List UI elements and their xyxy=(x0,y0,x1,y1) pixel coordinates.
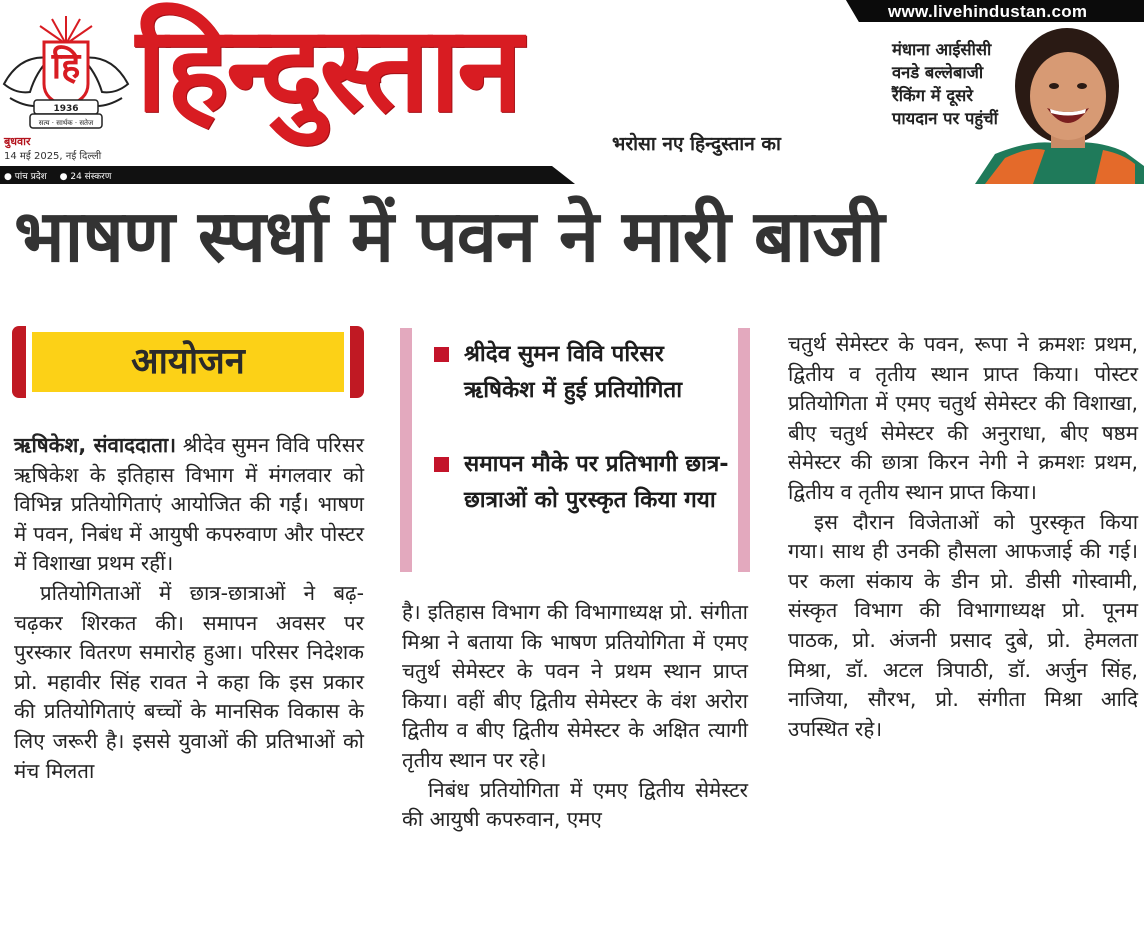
article-paragraph xyxy=(14,431,364,579)
svg-text:हि: हि xyxy=(51,46,81,87)
emblem-motto: सत्य · सार्थक · सतेज xyxy=(38,119,94,127)
section-label xyxy=(12,326,364,398)
website-link[interactable]: www.livehindustan.com xyxy=(888,2,1088,21)
highlights-box xyxy=(400,328,750,572)
bullet-square-icon xyxy=(434,347,449,362)
emblem-logo xyxy=(0,14,132,132)
edition-item: ● पांच प्रदेश xyxy=(4,172,47,182)
masthead xyxy=(0,0,1144,186)
promo-line: पायदान पर पहुंचीं xyxy=(892,109,998,128)
edition-item: ● 24 संस्करण xyxy=(59,172,112,182)
article-column-1 xyxy=(14,431,364,786)
highlight-item xyxy=(434,446,734,518)
article-headline: भाषण स्पर्धा में पवन ने मारी बाजी xyxy=(14,194,884,278)
dateline: ऋषिकेश, संवाददाता। xyxy=(14,433,176,457)
paper-name: हिन्दुस्तान xyxy=(136,0,520,138)
issue-day: बुधवार xyxy=(4,135,31,148)
article-paragraph: निबंध प्रतियोगिता में एमए द्वितीय सेमेस्टर की आयुषी कपरुवान, एमए xyxy=(402,777,748,832)
promo-line: वनडे बल्लेबाजी xyxy=(892,63,984,82)
article-paragraph: इस दौरान विजेताओं को पुरस्कृत किया गया। साथ ही उनकी हौसला आफजाई की गई। पर कला संकाय के डीन प्रो. डीसी गोस्वामी, संस्कृत विभाग की विभागाध्यक्ष प्रो. पूनम पाठक, प्रो. अंजनी प्रसाद दुबे, प्रो. हेमलता मिश्रा, डॉ. अटल त्रिपाठी, डॉ. अर्जुन सिंह, नाजिया, सौरभ, प्रो. संगीता मिश्रा आदि उपस्थित रहे। xyxy=(788,509,1138,741)
highlight-text: समापन मौके पर प्रतिभागी छात्र-छात्राओं को पुरस्कृत किया गया xyxy=(464,451,729,513)
article-column-3 xyxy=(788,330,1138,744)
paragraph-text: श्रीदेव सुमन विवि परिसर ऋषिकेश के इतिहास विभाग में मंगलवार को विभिन्न प्रतियोगिताएं आयोजित की गईं। भाषण में पवन, निबंध में आयुषी कपरुवाण और पोस्टर में विशाखा प्रथम रहीं। xyxy=(14,433,364,576)
article-paragraph: है। इतिहास विभाग की विभागाध्यक्ष प्रो. संगीता मिश्रा ने बताया कि भाषण प्रतियोगिता में एमए चतुर्थ सेमेस्टर के पवन ने प्रथम स्थान प्राप्त किया। वहीं बीए द्वितीय सेमेस्टर के वंश अरोरा द्वितीय व बीए द्वितीय सेमेस्टर के अक्षित त्यागी तृतीय स्थान पर रहे। xyxy=(402,600,748,772)
article-column-2 xyxy=(402,598,748,835)
section-label-text: आयोजन xyxy=(32,332,344,392)
highlight-text: श्रीदेव सुमन विवि परिसर ऋषिकेश में हुई प्रतियोगिता xyxy=(464,341,683,403)
issue-date: 14 मई 2025, नई दिल्ली xyxy=(4,151,102,162)
edition-info xyxy=(4,169,121,182)
article-paragraph: चतुर्थ सेमेस्टर के पवन, रूपा ने क्रमशः प्रथम, द्वितीय व तृतीय स्थान प्राप्त किया। पोस्टर प्रतियोगिता में एमए चतुर्थ सेमेस्टर की विशाखा, बीए चतुर्थ सेमेस्टर की अनुराधा, बीए षष्ठम सेमेस्टर की छात्रा किरन नेगी ने क्रमशः प्रथम, द्वितीय व तृतीय स्थान प्राप्त किया। xyxy=(788,332,1138,504)
emblem-year: 1936 xyxy=(53,104,79,114)
promo-line: मंधाना आईसीसी xyxy=(892,40,992,59)
paper-tagline: भरोसा नए हिन्दुस्तान का xyxy=(612,133,781,155)
promo-line: रैंकिंग में दूसरे xyxy=(892,86,974,105)
highlight-item xyxy=(434,336,734,408)
section-label-cap xyxy=(350,326,364,398)
promo-photo xyxy=(975,26,1144,184)
bullet-square-icon xyxy=(434,457,449,472)
article-paragraph: प्रतियोगिताओं में छात्र-छात्राओं ने बढ़-चढ़कर शिरकत की। समापन अवसर पर पुरस्कार वितरण समारोह हुआ। परिसर निदेशक प्रो. महावीर सिंह रावत ने कहा कि इस प्रकार की प्रतियोगिताएं बच्चों के मानसिक विकास के लिए जरूरी है। इससे युवाओं की प्रतिभाओं को मंच मिलता xyxy=(14,580,364,783)
section-label-cap xyxy=(12,326,26,398)
